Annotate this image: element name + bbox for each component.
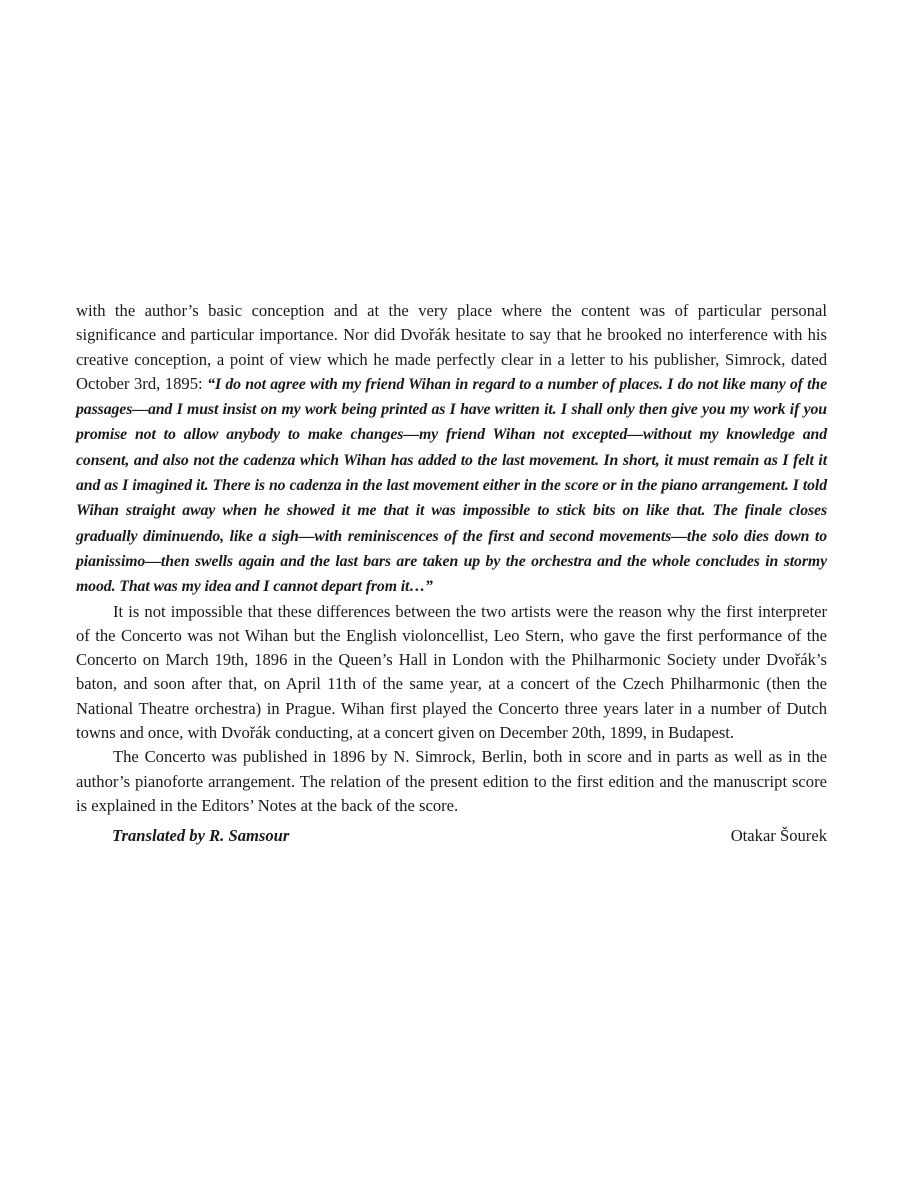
- paragraph-1-lead: with the author’s basic conception and at the very place where the content was of particular personal significance and particular importance. Nor did Dvořák hesitate to say that he brooked no interference with his creative conception, a point of view which he made perfectly clear in a letter to his publisher, Simrock, dated October 3rd, 1895:: [76, 301, 827, 393]
- dvorak-letter-quote: “I do not agree with my friend Wihan in regard to a number of places. I do not like many of the passages—and I must insist on my work being printed as I have written it. I shall only then give you my work if you promise not to allow anybody to make changes—my friend Wihan not excepted—without my knowledge and consent, and also not the cadenza which Wihan has added to the last movement. In short, it must remain as I felt it and as I imagined it. There is no cadenza in the last movement either in the score or in the piano arrangement. I told Wihan straight away when he showed it me that it was impossible to stick bits on like that. The finale closes gradually diminuendo, like a sigh—with reminiscences of the first and second movements—the solo dies down to pianissimo—then swells again and the last bars are taken up by the orchestra and the whole concludes in stormy mood. That was my idea and I cannot depart from it…”: [76, 375, 827, 596]
- translator-credit: Translated by R. Samsour: [112, 826, 290, 846]
- paragraph-2: It is not impossible that these differences between the two artists were the reason why the first interpreter of the Concerto was not Wihan but the English violoncellist, Leo Stern, who gave the first performance of the Concerto on March 19th, 1896 in the Queen’s Hall in London with the Philharmonic Society under Dvořák’s baton, and soon after that, on April 11th of the same year, at a concert of the Czech Philharmonic (then the National Theatre orchestra) in Prague. Wihan first played the Concerto three years later in a number of Dutch towns and once, with Dvořák conducting, at a concert given on December 20th, 1899, in Budapest.: [76, 601, 827, 743]
- paragraph-1: [76, 299, 827, 600]
- author-signature: Otakar Šourek: [730, 826, 827, 846]
- document-page: [76, 299, 827, 846]
- paragraph-3: The Concerto was published in 1896 by N. Simrock, Berlin, both in score and in parts as well as in the author’s pianoforte arrangement. The relation of the present edition to the first edition and the manuscript score is explained in the Editors’ Notes at the back of the score.: [76, 747, 827, 815]
- signature-row: [76, 826, 827, 846]
